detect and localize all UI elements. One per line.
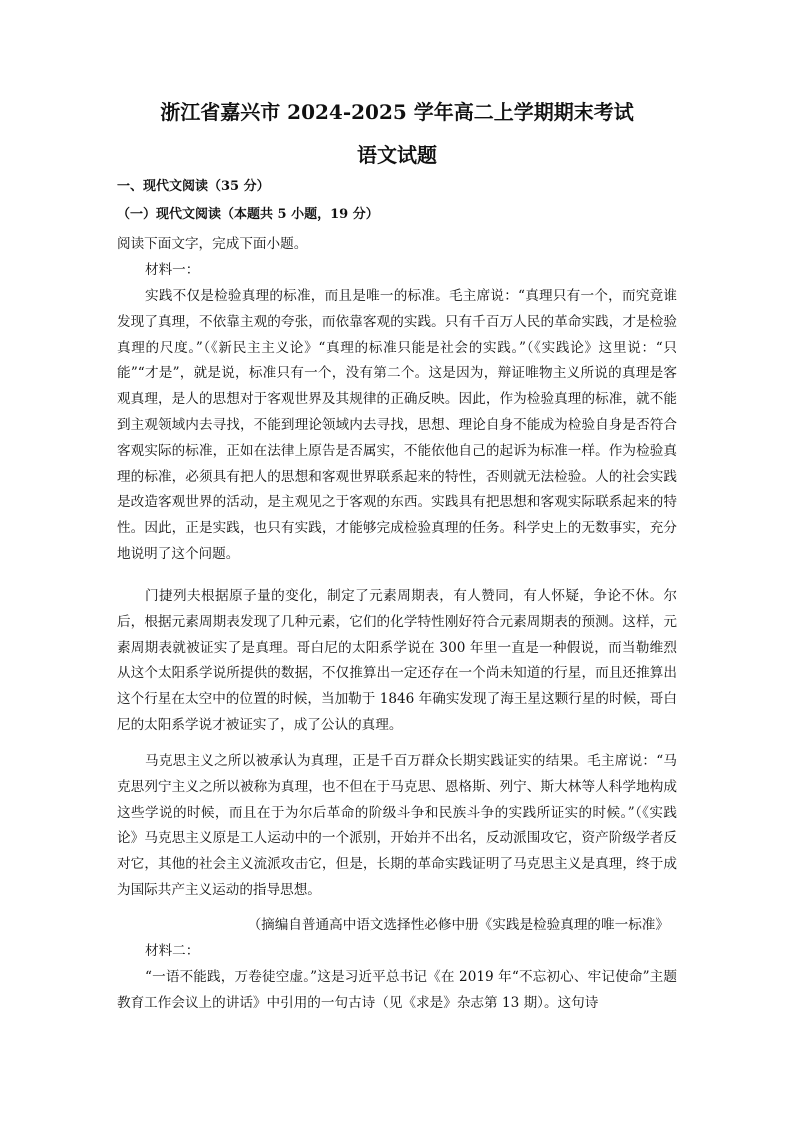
subsection-heading: （一）现代文阅读（本题共 5 小题，19 分） (117, 207, 379, 222)
exam-title: 浙江省嘉兴市 2024-2025 学年高二上学期期末考试 (160, 100, 634, 124)
section-heading: 一、现代文阅读（35 分） (117, 179, 270, 194)
source-citation: （摘编自普通高中语文选择性必修中册《实践是检验真理的唯一标准》 (247, 917, 669, 933)
body-paragraph: “一语不能践，万卷徒空虚。”这是习近平总书记《在 2019 年“不忘初心、牢记使命”主题教育工作会议上的讲话》中引用的一句古诗（见《求是》杂志第 13 期）。这句诗 (117, 969, 677, 1011)
exam-subtitle: 语文试题 (357, 143, 437, 167)
material-label: 材料一： (145, 262, 200, 278)
body-paragraph: 门捷列夫根据原子量的变化，制定了元素周期表，有人赞同，有人怀疑，争论不休。尔后，根据元素周期表发现了几种元素，它们的化学特性刚好符合元素周期表的预测。这样，元素周期表就被证实了是真理。哥白尼的太阳系学说在 300 年里一直是一种假说，而当勒维烈从这个太阳系学说所提供的数据，不仅推算出一定还存在一个尚未知道的行星，而且还推算出这个行星在太空中的位置的时候，当加勒于 1846 年确实发现了海王星这颗行星的时候，哥白尼的太阳系学说才被证实了，成了公认的真理。 (117, 588, 677, 733)
reading-instruction: 阅读下面文字，完成下面小题。 (117, 236, 308, 252)
material-label: 材料二： (145, 943, 200, 959)
body-paragraph: 马克思主义之所以被承认为真理，正是千百万群众长期实践证实的结果。毛主席说：“马克思列宁主义之所以被称为真理，也不但在于马克思、恩格斯、列宁、斯大林等人科学地构成这些学说的时候，而且在于为尔后革命的阶级斗争和民族斗争的实践所证实的时候。”（《实践论》马克思主义原是工人运动中的一个派别，开始并不出名，反动派围攻它，资产阶级学者反对它，其他的社会主义流派攻击它，但是，长期的革命实践证明了马克思主义是真理，终于成为国际共产主义运动的指导思想。 (117, 753, 677, 898)
body-paragraph: 实践不仅是检验真理的标准，而且是唯一的标准。毛主席说：“真理只有一个，而究竟谁发现了真理，不依靠主观的夸张，而依靠客观的实践。只有千百万人民的革命实践，才是检验真理的尺度。”（《新民主主义论》“真理的标准只能是社会的实践。”（《实践论》这里说：“只能”“才是”，就是说，标准只有一个，没有第二个。这是因为，辩证唯物主义所说的真理是客观真理，是人的思想对于客观世界及其规律的正确反映。因此，作为检验真理的标准，就不能到主观领域内去寻找，不能到理论领域内去寻找，思想、理论自身不能成为检验自身是否符合客观实际的标准，正如在法律上原告是否属实，不能依他自己的起诉为标准一样。作为检验真理的标准，必须具有把人的思想和客观世界联系起来的特性，否则就无法检验。人的社会实践是改造客观世界的活动，是主观见之于客观的东西。实践具有把思想和客观实际联系起来的特性。因此，正是实践，也只有实践，才能够完成检验真理的任务。科学史上的无数事实，充分地说明了这个问题。 (117, 288, 677, 562)
